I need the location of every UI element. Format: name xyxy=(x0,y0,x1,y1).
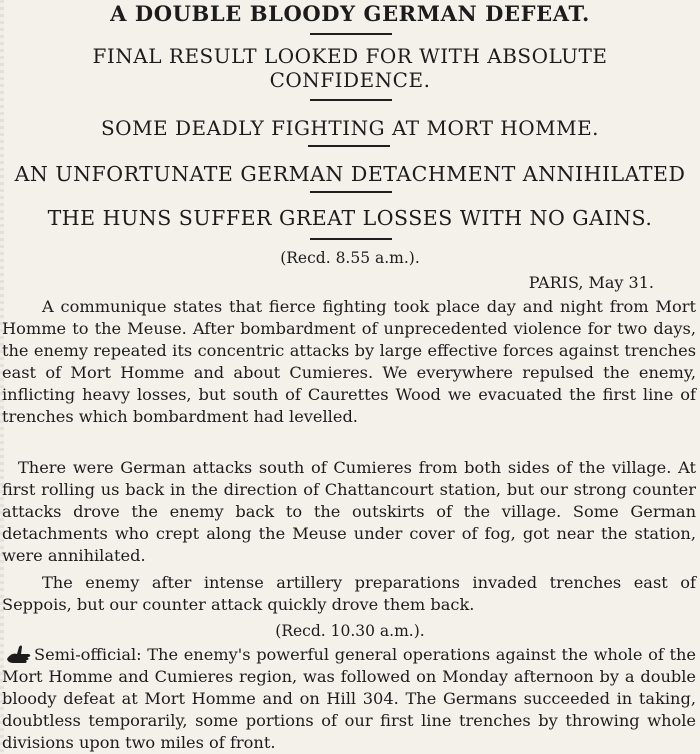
headline-sub-detachment: AN UNFORTUNATE GERMAN DETACHMENT ANNIHILATED xyxy=(14,162,686,186)
dateline: PARIS, May 31. xyxy=(528,273,654,292)
received-time-first: (Recd. 8.55 a.m.). xyxy=(280,249,420,267)
headline-divider xyxy=(310,238,392,240)
headline-sub-confidence: FINAL RESULT LOOKED FOR WITH ABSOLUTE CONFIDENCE. xyxy=(92,44,608,92)
received-time-second: (Recd. 10.30 a.m.). xyxy=(275,622,425,640)
headline-divider xyxy=(310,99,392,101)
headline-main: A DOUBLE BLOODY GERMAN DEFEAT. xyxy=(110,1,590,26)
headline-sub-mort-homme: SOME DEADLY FIGHTING AT MORT HOMME. xyxy=(100,116,600,140)
headline-divider xyxy=(308,145,390,147)
article-paragraph: A communique states that fierce fighting took place day and night from Mort Homme to the Meuse. After bombardment of unprecedented violence for two days, the enemy repeated its concentric attacks by large effective forces against trenches east of Mort Homme and about Cumieres. We everywhere repulsed the enemy, inflicting heavy losses, but south of Caurettes Wood we evacuated the first line of trenches which bombardment had levelled. xyxy=(2,297,696,427)
headline-sub-huns: THE HUNS SUFFER GREAT LOSSES WITH NO GAINS. xyxy=(47,206,653,230)
headline-divider xyxy=(310,191,392,193)
article-paragraph-semi-official: Semi-official: The enemy's powerful general operations against the whole of the Mort Homme and Cumieres region, was followed on Monday afternoon by a double bloody defeat at Mort Homme and on Hill 304. The Germans succeeded in taking, doubtless temporarily, some portions of our first line trenches by throwing whole divisions upon two miles of front. xyxy=(2,645,696,753)
article-paragraph: The enemy after intense artillery preparations invaded trenches east of Seppois, but our counter attack quickly drove them back. xyxy=(2,573,696,615)
headline-divider xyxy=(310,33,392,35)
article-paragraph: There were German attacks south of Cumieres from both sides of the village. At first rolling us back in the direction of Chattancourt station, but our strong counter attacks drove the enemy back to the outskirts of the village. Some German detachments who crept along the Meuse under cover of fog, got near the station, were annihilated. xyxy=(2,458,696,566)
